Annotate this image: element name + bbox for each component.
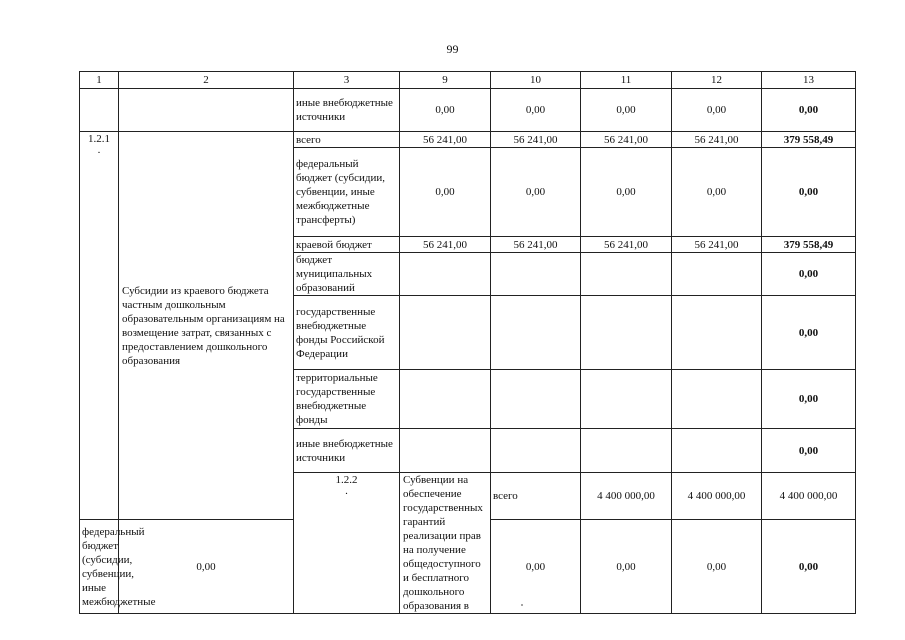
scan-speck — [521, 604, 523, 606]
item-description: Субсидии из краевого бюджета частным дошкольным образовательным организациям на возмещение затрат, связанных с предоставлением дошкольного образования — [122, 284, 285, 367]
value-cell — [400, 429, 491, 473]
value-cell: 4 400 000,00 — [581, 473, 672, 520]
value-cell — [400, 253, 491, 296]
value-cell — [581, 429, 672, 473]
item-number-cell — [294, 473, 400, 614]
value-cell: 0,00 — [672, 148, 762, 237]
value-cell: 4 400 000,00 — [762, 473, 856, 520]
total-cell: 0,00 — [762, 370, 856, 429]
total-cell: 0,00 — [762, 253, 856, 296]
value-cell: 0,00 — [672, 520, 762, 614]
value-cell — [581, 296, 672, 370]
value-cell: 56 241,00 — [400, 237, 491, 253]
value-cell — [581, 370, 672, 429]
funding-source: иные внебюджетные источники — [294, 89, 400, 132]
funding-source: бюджет муниципальных образований — [294, 253, 400, 296]
funding-source: всего — [294, 132, 400, 148]
header-cell: 11 — [581, 72, 672, 89]
value-cell: 56 241,00 — [581, 237, 672, 253]
value-cell: 0,00 — [491, 520, 581, 614]
value-cell — [491, 296, 581, 370]
item-number-dot: . — [97, 144, 101, 156]
value-cell: 56 241,00 — [491, 132, 581, 148]
header-cell: 9 — [400, 72, 491, 89]
value-cell: 0,00 — [491, 148, 581, 237]
value-cell: 56 241,00 — [672, 132, 762, 148]
table-row — [80, 132, 856, 148]
header-cell: 13 — [762, 72, 856, 89]
value-cell: 4 400 000,00 — [672, 473, 762, 520]
total-cell: 379 558,49 — [762, 132, 856, 148]
funding-source: территориальные государственные внебюджетные фонды — [294, 370, 400, 429]
page-number: 99 — [446, 42, 459, 56]
item-number: 1.2.2 — [335, 474, 358, 486]
table-row — [80, 89, 856, 132]
item-number-cell — [80, 89, 119, 132]
value-cell — [672, 370, 762, 429]
item-description-cell — [119, 132, 294, 520]
header-cell: 3 — [294, 72, 400, 89]
value-cell — [491, 253, 581, 296]
value-cell — [400, 370, 491, 429]
value-cell: 0,00 — [491, 89, 581, 132]
value-cell: 0,00 — [672, 89, 762, 132]
header-cell: 10 — [491, 72, 581, 89]
total-cell: 0,00 — [762, 520, 856, 614]
funding-source: краевой бюджет — [294, 237, 400, 253]
funding-source: федеральный бюджет (субсидии, субвенции, иные межбюджетные — [80, 520, 119, 614]
value-cell — [491, 429, 581, 473]
value-cell: 56 241,00 — [491, 237, 581, 253]
funding-source: государственные внебюджетные фонды Российской Федерации — [294, 296, 400, 370]
value-cell — [672, 296, 762, 370]
header-cell: 12 — [672, 72, 762, 89]
header-cell: 1 — [80, 72, 119, 89]
table-header-row — [80, 72, 856, 89]
value-cell — [672, 429, 762, 473]
total-cell: 0,00 — [762, 148, 856, 237]
total-cell: 0,00 — [762, 296, 856, 370]
value-cell: 0,00 — [581, 89, 672, 132]
total-cell: 0,00 — [762, 429, 856, 473]
total-cell: 379 558,49 — [762, 237, 856, 253]
item-description: Субвенции на обеспечение государственных гарантий реализации прав на получение общедоступного и бесплатного дошкольного образования в — [403, 474, 483, 612]
funding-source: иные внебюджетные источники — [294, 429, 400, 473]
value-cell: 0,00 — [581, 520, 672, 614]
value-cell: 56 241,00 — [400, 132, 491, 148]
value-cell — [400, 296, 491, 370]
item-number-cell — [80, 132, 119, 520]
item-description-cell — [119, 89, 294, 132]
value-cell: 56 241,00 — [672, 237, 762, 253]
funding-source: федеральный бюджет (субсидии, субвенции, иные межбюджетные трансферты) — [294, 148, 400, 237]
value-cell — [491, 370, 581, 429]
item-number: 1.2.1 — [88, 133, 110, 145]
total-cell: 0,00 — [762, 89, 856, 132]
value-cell — [672, 253, 762, 296]
value-cell: 0,00 — [400, 148, 491, 237]
value-cell: 0,00 — [581, 148, 672, 237]
budget-table — [79, 71, 856, 614]
item-number-dot: . — [345, 485, 348, 497]
value-cell: 0,00 — [119, 520, 294, 614]
header-cell: 2 — [119, 72, 294, 89]
item-description-cell — [400, 473, 491, 614]
value-cell — [581, 253, 672, 296]
value-cell: 56 241,00 — [581, 132, 672, 148]
value-cell: 0,00 — [400, 89, 491, 132]
funding-source: всего — [491, 473, 581, 520]
